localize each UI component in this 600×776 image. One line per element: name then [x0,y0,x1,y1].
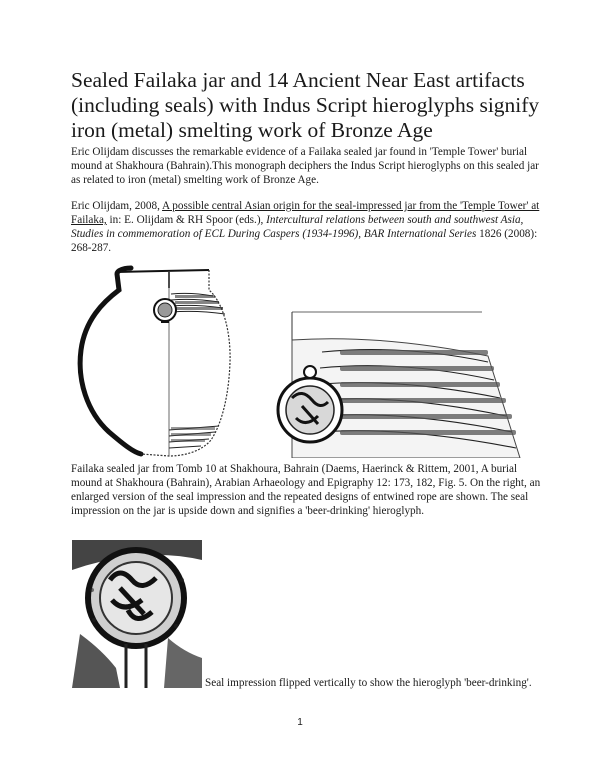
reference-pages: 1826 (2008): 268-287. [71,228,538,254]
page-number: 1 [297,717,303,728]
reference-in: in: E. Olijdam & RH Spoor (eds.), [106,214,267,226]
page-title: Sealed Failaka jar and 14 Ancient Near East artifacts (including seals) with Indus Script hieroglyphs signify iron (metal) smelting work of Bronze Age [71,68,540,142]
reference-author: Eric Olijdam, 2008, [71,200,163,212]
seal-impression-enlarged-image [262,310,526,458]
reference-paragraph [71,199,541,255]
flipped-seal-caption-text: Seal impression flipped vertically to show the hieroglyph 'beer-drinking'. [205,677,532,689]
figure-caption: Failaka sealed jar from Tomb 10 at Shakhoura, Bahrain (Daems, Haerinck & Rittem, 2001, A burial mound at Shakhoura (Bahrain), Arabian Arhaeology and Epigraphy 12: 173, 182, Fig. 5. On the right, an enlarged version of the seal impression and the repeated designs of entwined rope are shown. The seal impression on the jar is upside down and signifies a 'beer-drinking' hieroglyph. [71,463,541,517]
intro-paragraph: Eric Olijdam discusses the remarkable evidence of a Failaka sealed jar found in 'Temple Tower' burial mound at Shakhoura (Bahrain).This monograph deciphers the Indus Script hieroglyphs on this sealed jar as related to iron (metal) smelting work of Bronze Age. [71,146,539,186]
reference-book-title: Intercultural relations between south and southwest Asia, Studies in commemoration of ECL During Caspers (1934-1996), BAR International Series [71,214,524,240]
seal-flipped-image [72,540,202,688]
reference-link[interactable]: A possible central Asian origin for the seal-impressed jar from the 'Temple Tower' at Failaka, [71,200,540,226]
jar-drawing-image [73,262,233,460]
flipped-seal-caption [71,676,541,690]
